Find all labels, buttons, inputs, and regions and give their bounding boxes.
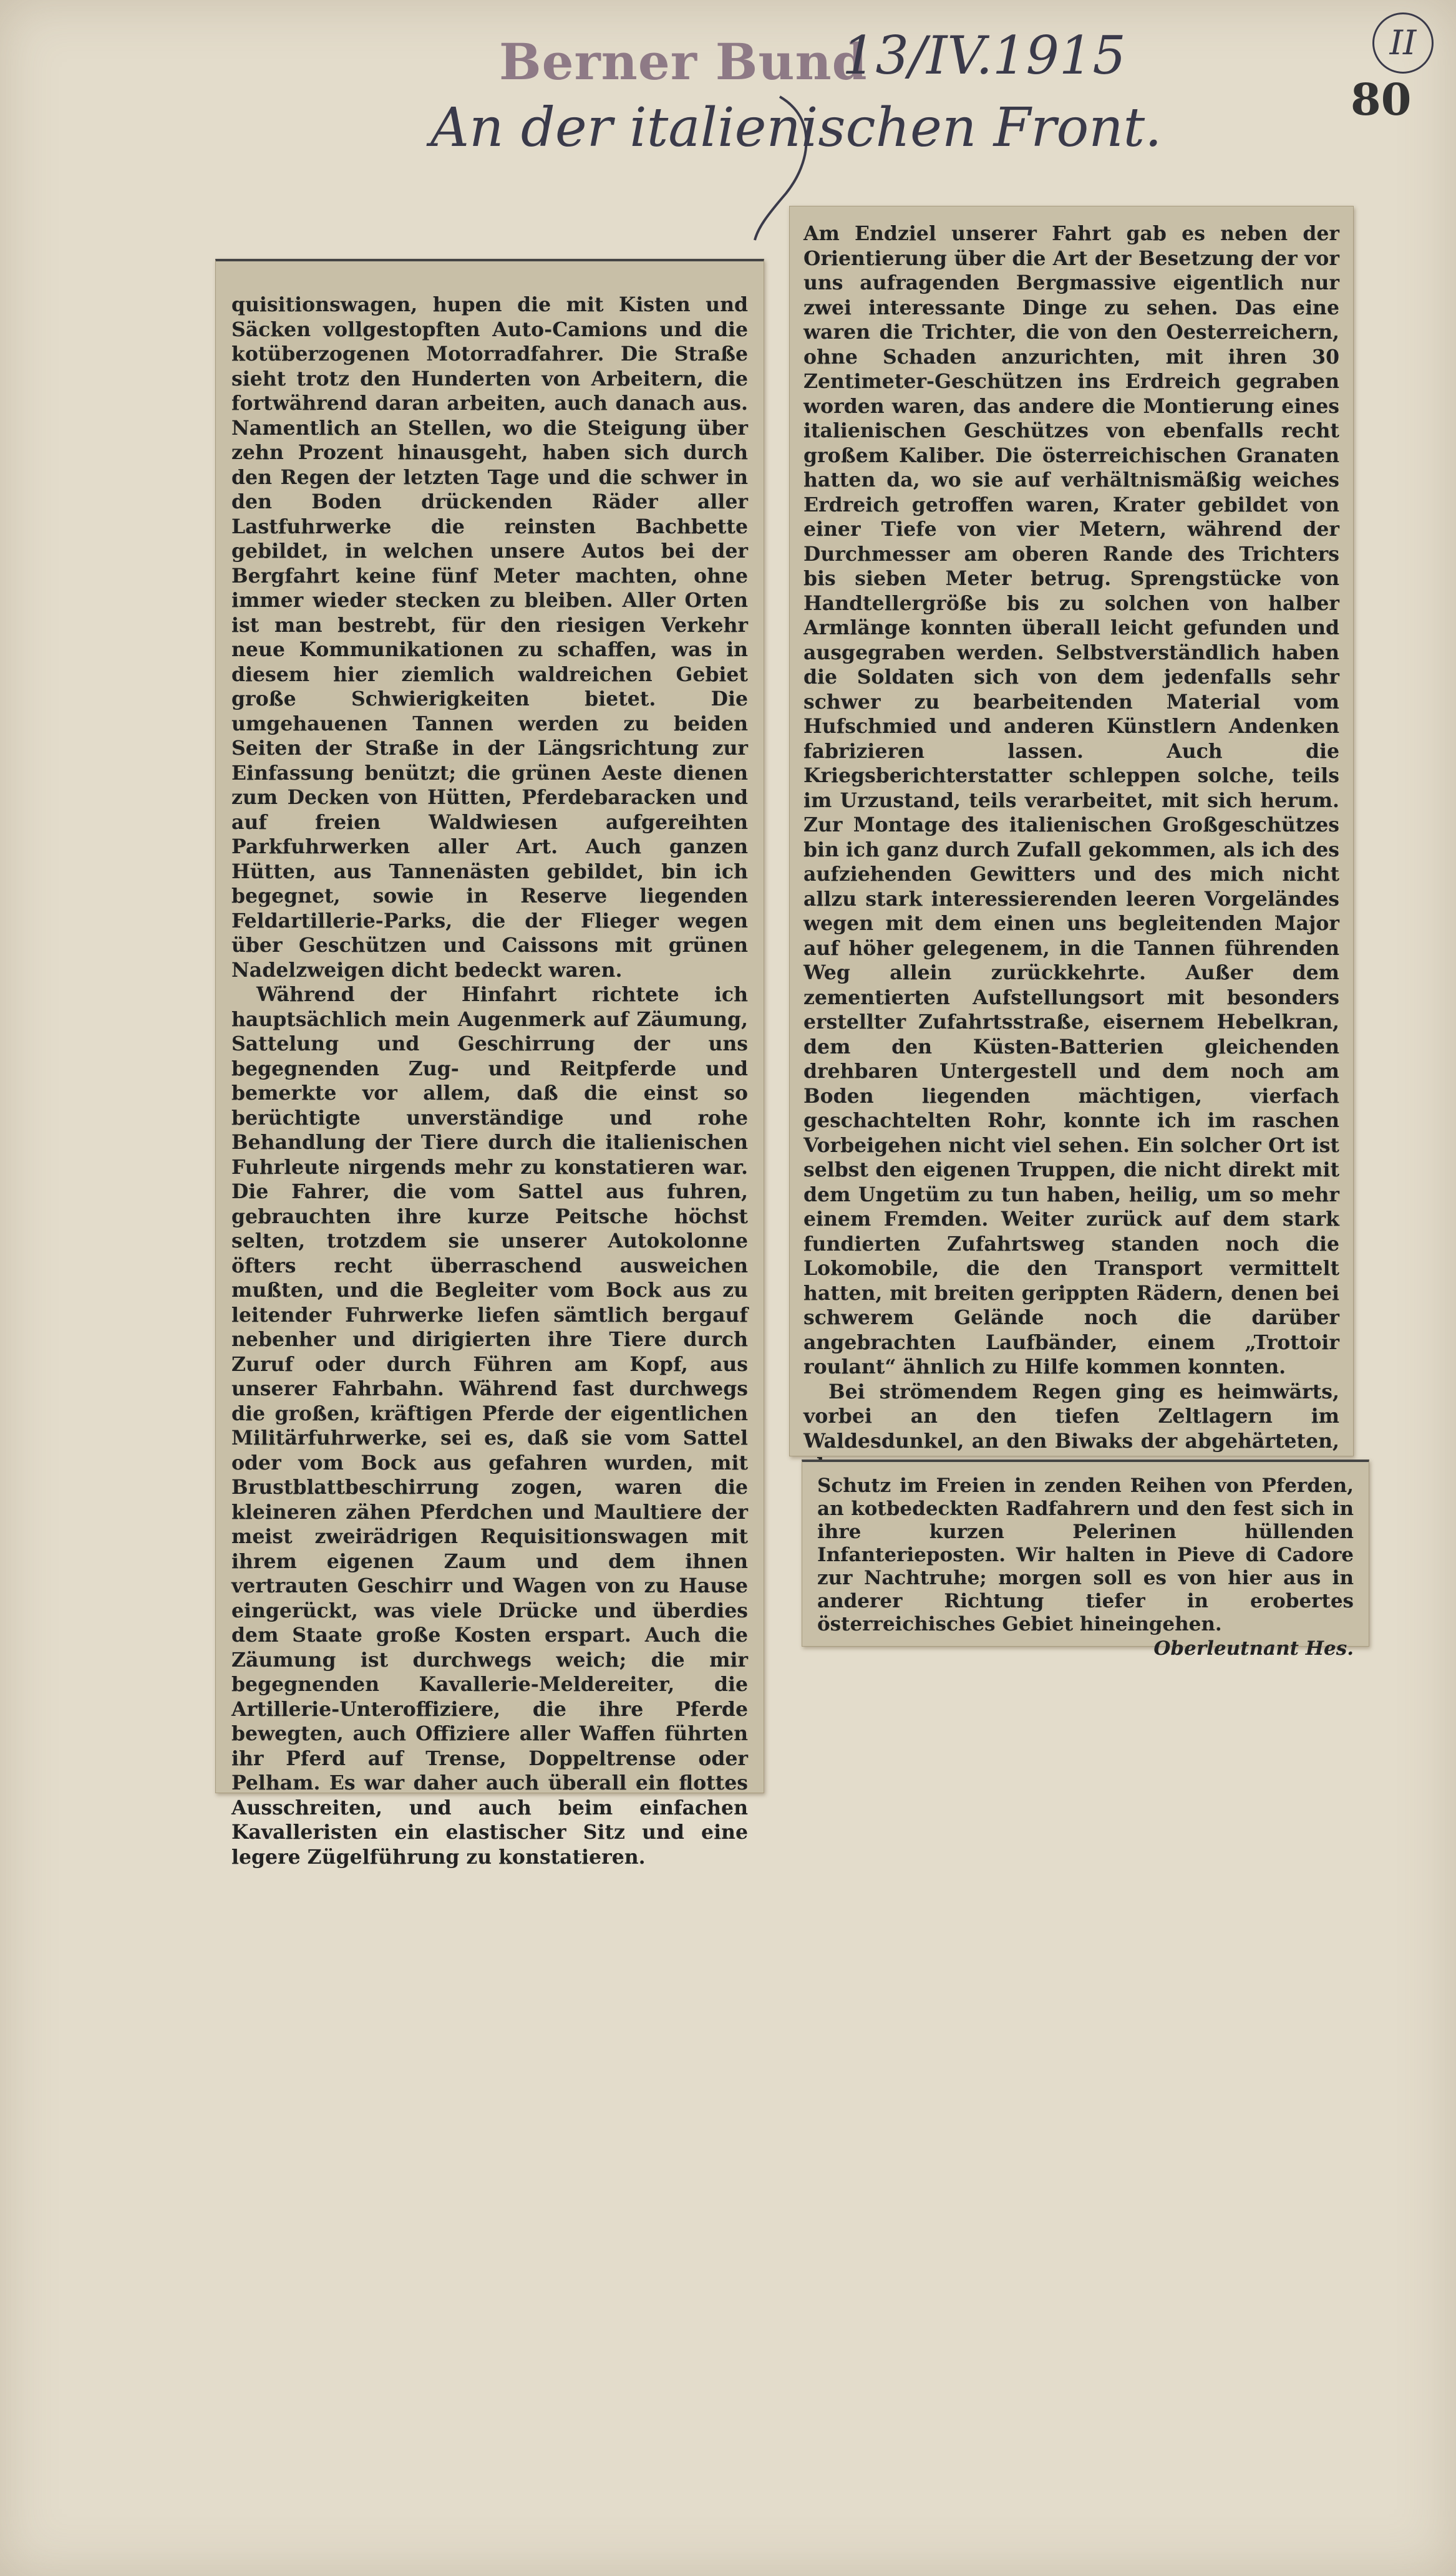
clipping-right-column-bottom <box>802 1460 1369 1660</box>
newspaper-stamp: Berner Bund <box>499 32 868 91</box>
handwritten-date: 13/IV.1915 <box>842 25 1126 86</box>
clipping-left-column <box>215 259 764 1869</box>
left-paragraph-2: Während der Hinfahrt richtete ich hauptsächlich mein Augenmerk auf Zäumung, Sattelung und Geschirrung der uns begegnenden Zug- und Reitpferde und bemerkte vor allem, daß die einst so berüchtigte unverständige und rohe Behandlung der Tiere durch die italienischen Fuhrleute nirgends mehr zu konstatieren war. Die Fahrer, die vom Sattel aus fuhren, gebrauchten ihre kurze Peitsche höchst selten, trotzdem sie unserer Autokolonne öfters recht überraschend ausweichen mußten, und die Begleiter vom Bock aus zu leitender Fuhrwerke liefen sämtlich bergauf nebenher und dirigierten ihre Tiere durch Zuruf oder durch Führen am Kopf, aus unserer Fahrbahn. Während fast durchwegs die großen, kräftigen Pferde der eigentlichen Militärfuhrwerke, sei es, daß sie vom Sattel oder vom Bock aus gefahren wurden, mit Brustblattbeschirrung zogen, waren die kleineren zähen Pferdchen und Maultiere der meist zweirädrigen Requisitionswagen mit ihrem eigenen Zaum und dem ihnen vertrauten Geschirr und Wagen von zu Hause eingerückt, was viele Drücke und überdies dem Staate große Kosten erspart. Auch die Zäumung ist durchwegs weich; die mir begegnenden Kavallerie-Meldereiter, die Artillerie-Unteroffiziere, die ihre Pferde bewegten, auch Offiziere aller Waffen führten ihr Pferd auf Trense, Doppeltrense oder Pelham. Es war daher auch überall ein flottes Ausschreiten, und auch beim einfachen Kavalleristen ein elastischer Sitz und eine legere Zügelführung zu konstatieren. <box>231 983 748 1869</box>
handwritten-title: An der italienischen Front. <box>430 97 1162 159</box>
page-number: 80 <box>1351 74 1412 125</box>
left-column-text <box>231 293 748 1869</box>
circled-roman-numeral: II <box>1372 12 1434 74</box>
right-bottom-text <box>817 1474 1354 1636</box>
right-paragraph-1: Am Endziel unserer Fahrt gab es neben der Orientierung über die Art der Besetzung der vor uns aufragenden Bergmassive eigentlich nur zwei interessante Dinge zu sehen. Das eine waren die Trichter, die von den Oesterreichern, ohne Schaden anzurichten, mit ihren 30 Zentimeter-Geschützen ins Erdreich gegraben worden waren, das andere die Montierung eines italienischen Geschützes von ebenfalls recht großem Kaliber. Die österreichischen Granaten hatten da, wo sie auf verhältnismäßig weiches Erdreich getroffen waren, Krater gebildet von einer Tiefe von vier Metern, während der Durchmesser am oberen Rande des Trichters bis sieben Meter betrug. Sprengstücke von Handtellergröße bis zu solchen von halber Armlänge konnten überall leicht gefunden und ausgegraben werden. Selbstverständlich haben die Soldaten sich von dem jedenfalls sehr schwer zu bearbeitenden Material vom Hufschmied und anderen Künstlern Andenken fabrizieren lassen. Auch die Kriegsberichterstatter schleppen solche, teils im Urzustand, teils verarbeitet, mit sich herum. Zur Montage des italienischen Großgeschützes bin ich ganz durch Zufall gekommen, als ich des aufziehenden Gewitters und des mich nicht allzu stark interessierenden leeren Vorgeländes wegen mit dem einen uns begleitenden Major auf höher gelegenem, in die Tannen führenden Weg allein zurückkehrte. Außer dem zementierten Aufstellungsort mit besonders erstellter Zufahrtsstraße, eisernem Hebelkran, dem den Küsten-Batterien gleichenden drehbaren Untergestell und dem noch am Boden liegenden mächtigen, vierfach geschachtelten Rohr, konnte ich im raschen Vorbeigehen nicht viel sehen. Ein solcher Ort ist selbst den eigenen Truppen, die nicht direkt mit dem Ungetüm zu tun haben, heilig, um so mehr einem Fremden. Weiter zurück auf dem stark fundierten Zufahrtsweg standen noch die Lokomobile, die den Transport vermittelt hatten, mit breiten gerippten Rädern, denen bei schwerem Gelände noch die darüber angebrachten Laufbänder, einem „Trottoir roulant“ ähnlich zu Hilfe kommen konnten. <box>803 222 1339 1378</box>
left-paragraph-1: quisitionswagen, hupen die mit Kisten und Säcken vollgestopften Auto-Camions und die kotüberzogenen Motorradfahrer. Die Straße sieht trotz den Hunderten von Arbeitern, die fortwährend daran arbeiten, auch danach aus. Namentlich an Stellen, wo die Steigung über zehn Prozent hinausgeht, haben sich durch den Regen der letzten Tage und die schwer in den Boden drückenden Räder aller Lastfuhrwerke die reinsten Bachbette gebildet, in welchen unsere Autos bei der Bergfahrt keine fünf Meter machten, ohne immer wieder stecken zu bleiben. Aller Orten ist man bestrebt, für den riesigen Verkehr neue Kommunikationen zu schaffen, was in diesem hier ziemlich waldreichen Gebiet große Schwierigkeiten bietet. Die umgehauenen Tannen werden zu beiden Seiten der Straße in der Längsrichtung zur Einfassung benützt; die grünen Aeste dienen zum Decken von Hütten, Pferdebaracken und auf freien Waldwiesen aufgereihten Parkfuhrwerken aller Art. Auch ganzen Hütten, aus Tannenästen gebildet, bin ich begegnet, sowie in Reserve liegenden Feldartillerie-Parks, die der Flieger wegen über Geschützen und Caissons mit grünen Nadelzweigen dicht bedeckt waren. <box>231 293 748 982</box>
clipping-right-column-top <box>789 206 1354 1456</box>
right-bottom-paragraph: Schutz im Freien in zenden Reihen von Pferden, an kotbedeckten Radfahrern und den fest sich in ihre kurzen Pelerinen hüllenden Infanterieposten. Wir halten in Pieve di Cadore zur Nachtruhe; morgen soll es von hier aus in anderer Richtung tiefer in erobertes österreichisches Gebiet hineingehen. <box>817 1474 1354 1635</box>
right-paragraph-2: Bei strömendem Regen ging es heimwärts, vorbei an den tiefen Zeltlagern im Waldesdunkel, an den Biwaks der abgehärteten, <box>803 1380 1339 1453</box>
right-column-text <box>803 221 1339 1478</box>
author-signature: Oberleutnant Hes. <box>1153 1637 1354 1660</box>
